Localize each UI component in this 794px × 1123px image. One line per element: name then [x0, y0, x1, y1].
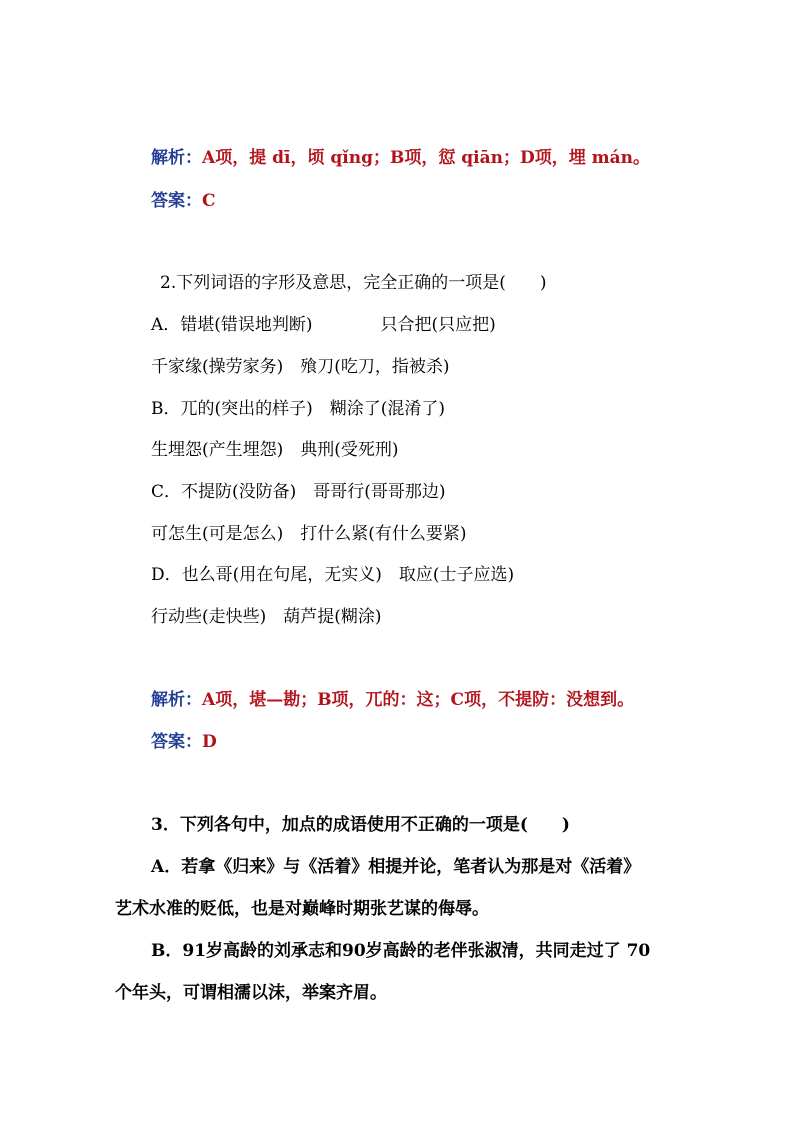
q2-line-8: 行动些(走快些) 葫芦提(糊涂)	[151, 607, 382, 627]
analysis-1	[151, 147, 650, 169]
analysis-2	[151, 689, 634, 711]
analysis-text: A项，提 dī，顷 qǐng；B项，愆 qiān；D项，埋 mán。	[202, 148, 650, 168]
q2-line-5: C．不提防(没防备) 哥哥行(哥哥那边)	[151, 482, 446, 502]
q3-option-a-line-2: 艺术水准的贬低，也是对巅峰时期张艺谋的侮辱。	[115, 899, 489, 919]
q2-line-3: B．兀的(突出的样子) 糊涂了(混淆了)	[151, 399, 446, 419]
answer-2	[151, 731, 217, 753]
answer-label: 答案：	[151, 732, 202, 752]
q3-option-a-line-1: A．若拿《归来》与《活着》相提并论，笔者认为那是对《活着》	[151, 857, 641, 877]
q2-line-4: 生埋怨(产生埋怨) 典刑(受死刑)	[151, 440, 399, 460]
q3-option-b-line-1: B．91岁高龄的刘承志和90岁高龄的老伴张淑清，共同走过了 70	[151, 941, 651, 961]
analysis-text: A项，堪—勘；B项，兀的：这；C项，不提防：没想到。	[202, 690, 635, 710]
answer-value: D	[202, 732, 217, 752]
answer-1	[151, 190, 216, 212]
answer-value: C	[202, 191, 216, 211]
q2-line-2: 千家缘(操劳家务) 飱刀(吃刀，指被杀)	[151, 357, 450, 377]
q2-line-1: A．错堪(错误地判断) 只合把(只应把)	[151, 315, 496, 335]
q2-line-7: D．也么哥(用在句尾，无实义) 取应(士子应选)	[151, 565, 515, 585]
q2-line-6: 可怎生(可是怎么) 打什么紧(有什么要紧)	[151, 524, 467, 544]
question-2-stem: 2.下列词语的字形及意思，完全正确的一项是( )	[160, 273, 547, 293]
analysis-label: 解析：	[151, 690, 202, 710]
q3-option-b-line-2: 个年头，可谓相濡以沫，举案齐眉。	[115, 983, 387, 1003]
analysis-label: 解析：	[151, 148, 202, 168]
answer-label: 答案：	[151, 191, 202, 211]
question-3-stem: 3．下列各句中，加点的成语使用不正确的一项是( )	[151, 815, 570, 835]
